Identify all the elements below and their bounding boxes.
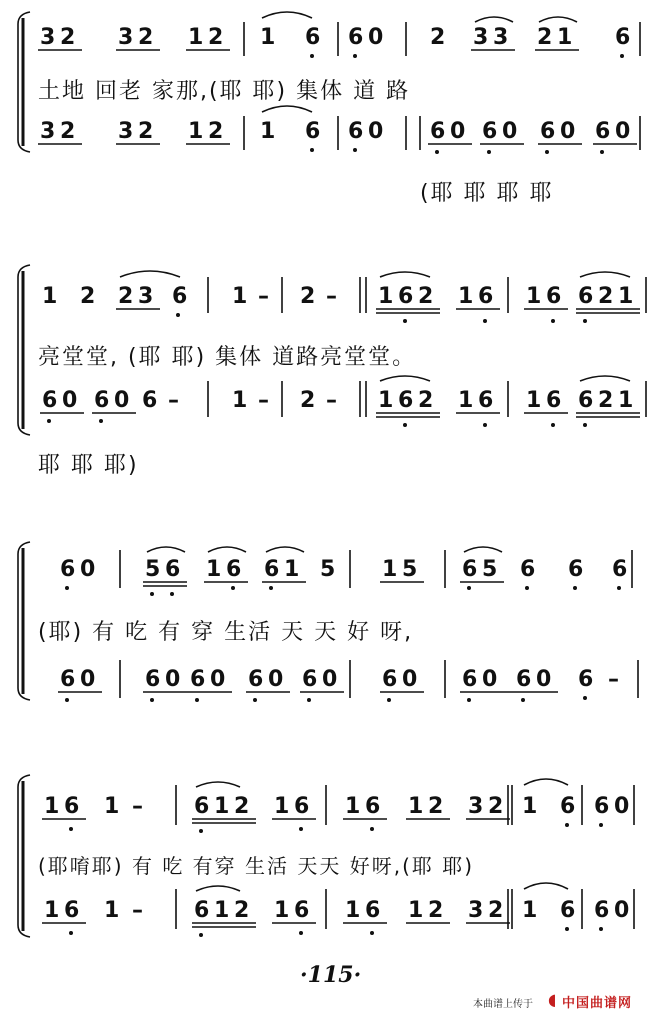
svg-text:2: 2 bbox=[118, 284, 134, 309]
svg-text:6: 6 bbox=[194, 898, 210, 923]
svg-text:1: 1 bbox=[378, 284, 394, 309]
svg-text:1: 1 bbox=[104, 898, 120, 923]
svg-text:6: 6 bbox=[194, 794, 210, 819]
svg-text:1: 1 bbox=[42, 284, 58, 309]
svg-text:6: 6 bbox=[478, 284, 494, 309]
svg-text:6: 6 bbox=[294, 898, 310, 923]
svg-text:1: 1 bbox=[44, 898, 60, 923]
svg-text:0: 0 bbox=[165, 667, 181, 692]
svg-text:0: 0 bbox=[368, 119, 384, 144]
svg-text:3: 3 bbox=[138, 284, 154, 309]
svg-text:6: 6 bbox=[578, 284, 594, 309]
svg-text:1: 1 bbox=[408, 898, 424, 923]
svg-text:6: 6 bbox=[365, 898, 381, 923]
svg-text:0: 0 bbox=[615, 119, 631, 144]
svg-text:2: 2 bbox=[430, 25, 446, 50]
svg-text:0: 0 bbox=[402, 667, 418, 692]
svg-text:1: 1 bbox=[284, 557, 300, 582]
system-1-second-lyrics: (耶 耶 耶 耶 bbox=[420, 181, 554, 206]
svg-text:1: 1 bbox=[522, 794, 538, 819]
svg-text:2: 2 bbox=[208, 119, 224, 144]
svg-text:6: 6 bbox=[64, 898, 80, 923]
svg-text:6: 6 bbox=[615, 25, 631, 50]
svg-text:6: 6 bbox=[462, 667, 478, 692]
svg-text:1: 1 bbox=[260, 119, 276, 144]
svg-text:2: 2 bbox=[234, 794, 250, 819]
svg-text:1: 1 bbox=[378, 388, 394, 413]
svg-text:6: 6 bbox=[64, 794, 80, 819]
svg-text:–: – bbox=[132, 794, 143, 819]
svg-text:2: 2 bbox=[598, 284, 614, 309]
svg-text:6: 6 bbox=[546, 388, 562, 413]
svg-text:0: 0 bbox=[614, 898, 630, 923]
svg-text:0: 0 bbox=[614, 794, 630, 819]
svg-text:2: 2 bbox=[418, 388, 434, 413]
svg-text:6: 6 bbox=[478, 388, 494, 413]
svg-text:3: 3 bbox=[118, 25, 134, 50]
svg-text:6: 6 bbox=[305, 119, 321, 144]
svg-text:3: 3 bbox=[40, 119, 56, 144]
svg-text:–: – bbox=[608, 667, 619, 692]
svg-text:2: 2 bbox=[428, 794, 444, 819]
svg-text:6: 6 bbox=[540, 119, 556, 144]
svg-text:6: 6 bbox=[578, 667, 594, 692]
svg-text:5: 5 bbox=[402, 557, 418, 582]
svg-text:6: 6 bbox=[560, 898, 576, 923]
svg-text:1: 1 bbox=[458, 284, 474, 309]
svg-text:–: – bbox=[258, 284, 269, 309]
svg-text:1: 1 bbox=[188, 25, 204, 50]
svg-text:5: 5 bbox=[482, 557, 498, 582]
svg-text:0: 0 bbox=[80, 667, 96, 692]
svg-text:–: – bbox=[132, 898, 143, 923]
svg-text:2: 2 bbox=[300, 284, 316, 309]
svg-text:1: 1 bbox=[345, 898, 361, 923]
svg-text:3: 3 bbox=[473, 25, 489, 50]
svg-text:2: 2 bbox=[537, 25, 553, 50]
svg-text:0: 0 bbox=[322, 667, 338, 692]
svg-text:–: – bbox=[258, 388, 269, 413]
svg-text:0: 0 bbox=[268, 667, 284, 692]
svg-text:6: 6 bbox=[294, 794, 310, 819]
svg-text:6: 6 bbox=[430, 119, 446, 144]
svg-text:6: 6 bbox=[348, 25, 364, 50]
svg-text:3: 3 bbox=[468, 794, 484, 819]
svg-text:1: 1 bbox=[214, 794, 230, 819]
svg-text:2: 2 bbox=[300, 388, 316, 413]
svg-text:6: 6 bbox=[578, 388, 594, 413]
svg-text:6: 6 bbox=[594, 794, 610, 819]
svg-text:0: 0 bbox=[114, 388, 130, 413]
svg-text:6: 6 bbox=[382, 667, 398, 692]
svg-text:6: 6 bbox=[42, 388, 58, 413]
svg-text:6: 6 bbox=[248, 667, 264, 692]
svg-text:3: 3 bbox=[40, 25, 56, 50]
svg-text:1: 1 bbox=[44, 794, 60, 819]
svg-text:1: 1 bbox=[618, 284, 634, 309]
system-2-lyrics: 亮堂堂, (耶 耶) 集体 道路亮堂堂。 bbox=[38, 345, 417, 370]
system-3-lyrics: (耶) 有 吃 有 穿 生活 天 天 好 呀, bbox=[38, 620, 414, 645]
svg-text:1: 1 bbox=[408, 794, 424, 819]
svg-text:6: 6 bbox=[165, 557, 181, 582]
svg-text:1: 1 bbox=[274, 898, 290, 923]
svg-text:3: 3 bbox=[118, 119, 134, 144]
svg-text:6: 6 bbox=[348, 119, 364, 144]
svg-text:2: 2 bbox=[428, 898, 444, 923]
svg-text:6: 6 bbox=[520, 557, 536, 582]
svg-text:6: 6 bbox=[482, 119, 498, 144]
svg-text:1: 1 bbox=[526, 284, 542, 309]
svg-text:1: 1 bbox=[232, 388, 248, 413]
svg-text:6: 6 bbox=[568, 557, 584, 582]
svg-text:1: 1 bbox=[458, 388, 474, 413]
svg-text:6: 6 bbox=[226, 557, 242, 582]
svg-text:6: 6 bbox=[60, 557, 76, 582]
svg-text:6: 6 bbox=[305, 25, 321, 50]
svg-text:6: 6 bbox=[462, 557, 478, 582]
svg-text:6: 6 bbox=[560, 794, 576, 819]
svg-text:2: 2 bbox=[418, 284, 434, 309]
svg-text:1: 1 bbox=[345, 794, 361, 819]
svg-text:6: 6 bbox=[516, 667, 532, 692]
svg-text:6: 6 bbox=[546, 284, 562, 309]
svg-text:3: 3 bbox=[493, 25, 509, 50]
site-logo-icon: ◖ bbox=[548, 990, 557, 1009]
system-1-lyrics: 土地 回老 家那,(耶 耶) 集体 道 路 bbox=[38, 79, 411, 104]
svg-text:3: 3 bbox=[468, 898, 484, 923]
svg-text:1: 1 bbox=[557, 25, 573, 50]
svg-text:2: 2 bbox=[234, 898, 250, 923]
svg-text:6: 6 bbox=[264, 557, 280, 582]
svg-text:5: 5 bbox=[320, 557, 336, 582]
svg-text:2: 2 bbox=[208, 25, 224, 50]
svg-text:1: 1 bbox=[526, 388, 542, 413]
svg-text:1: 1 bbox=[232, 284, 248, 309]
svg-text:1: 1 bbox=[618, 388, 634, 413]
footer-uploader-text: 本曲谱上传于 bbox=[473, 999, 533, 1010]
svg-text:0: 0 bbox=[80, 557, 96, 582]
svg-text:0: 0 bbox=[536, 667, 552, 692]
page-number: ·115· bbox=[300, 962, 362, 988]
svg-text:1: 1 bbox=[188, 119, 204, 144]
svg-text:2: 2 bbox=[488, 898, 504, 923]
svg-text:1: 1 bbox=[260, 25, 276, 50]
svg-text:6: 6 bbox=[142, 388, 158, 413]
svg-text:5: 5 bbox=[145, 557, 161, 582]
svg-text:1: 1 bbox=[522, 898, 538, 923]
svg-text:1: 1 bbox=[214, 898, 230, 923]
svg-text:6: 6 bbox=[365, 794, 381, 819]
svg-text:6: 6 bbox=[398, 388, 414, 413]
svg-text:6: 6 bbox=[612, 557, 628, 582]
svg-text:–: – bbox=[326, 284, 337, 309]
svg-text:2: 2 bbox=[488, 794, 504, 819]
svg-text:1: 1 bbox=[206, 557, 222, 582]
svg-text:6: 6 bbox=[398, 284, 414, 309]
svg-text:6: 6 bbox=[145, 667, 161, 692]
svg-text:0: 0 bbox=[560, 119, 576, 144]
svg-text:0: 0 bbox=[482, 667, 498, 692]
svg-text:2: 2 bbox=[80, 284, 96, 309]
footer-site-logo[interactable]: 中国曲谱网 bbox=[562, 996, 633, 1011]
svg-text:6: 6 bbox=[172, 284, 188, 309]
svg-text:0: 0 bbox=[502, 119, 518, 144]
svg-text:0: 0 bbox=[368, 25, 384, 50]
svg-text:0: 0 bbox=[210, 667, 226, 692]
svg-text:6: 6 bbox=[594, 898, 610, 923]
svg-text:2: 2 bbox=[598, 388, 614, 413]
svg-text:2: 2 bbox=[60, 25, 76, 50]
svg-text:1: 1 bbox=[382, 557, 398, 582]
svg-text:–: – bbox=[168, 388, 179, 413]
svg-text:6: 6 bbox=[94, 388, 110, 413]
system-1-notation bbox=[0, 0, 662, 235]
svg-text:1: 1 bbox=[104, 794, 120, 819]
svg-text:6: 6 bbox=[60, 667, 76, 692]
svg-text:2: 2 bbox=[138, 119, 154, 144]
system-2-second-lyrics: 耶 耶 耶) bbox=[38, 453, 139, 478]
svg-text:1: 1 bbox=[274, 794, 290, 819]
svg-text:6: 6 bbox=[595, 119, 611, 144]
svg-text:0: 0 bbox=[450, 119, 466, 144]
svg-text:6: 6 bbox=[302, 667, 318, 692]
svg-text:0: 0 bbox=[62, 388, 78, 413]
svg-text:6: 6 bbox=[190, 667, 206, 692]
svg-text:–: – bbox=[326, 388, 337, 413]
svg-text:2: 2 bbox=[60, 119, 76, 144]
svg-text:2: 2 bbox=[138, 25, 154, 50]
system-4-lyrics: (耶唷耶) 有 吃 有穿 生活 天天 好呀,(耶 耶) bbox=[38, 854, 475, 878]
